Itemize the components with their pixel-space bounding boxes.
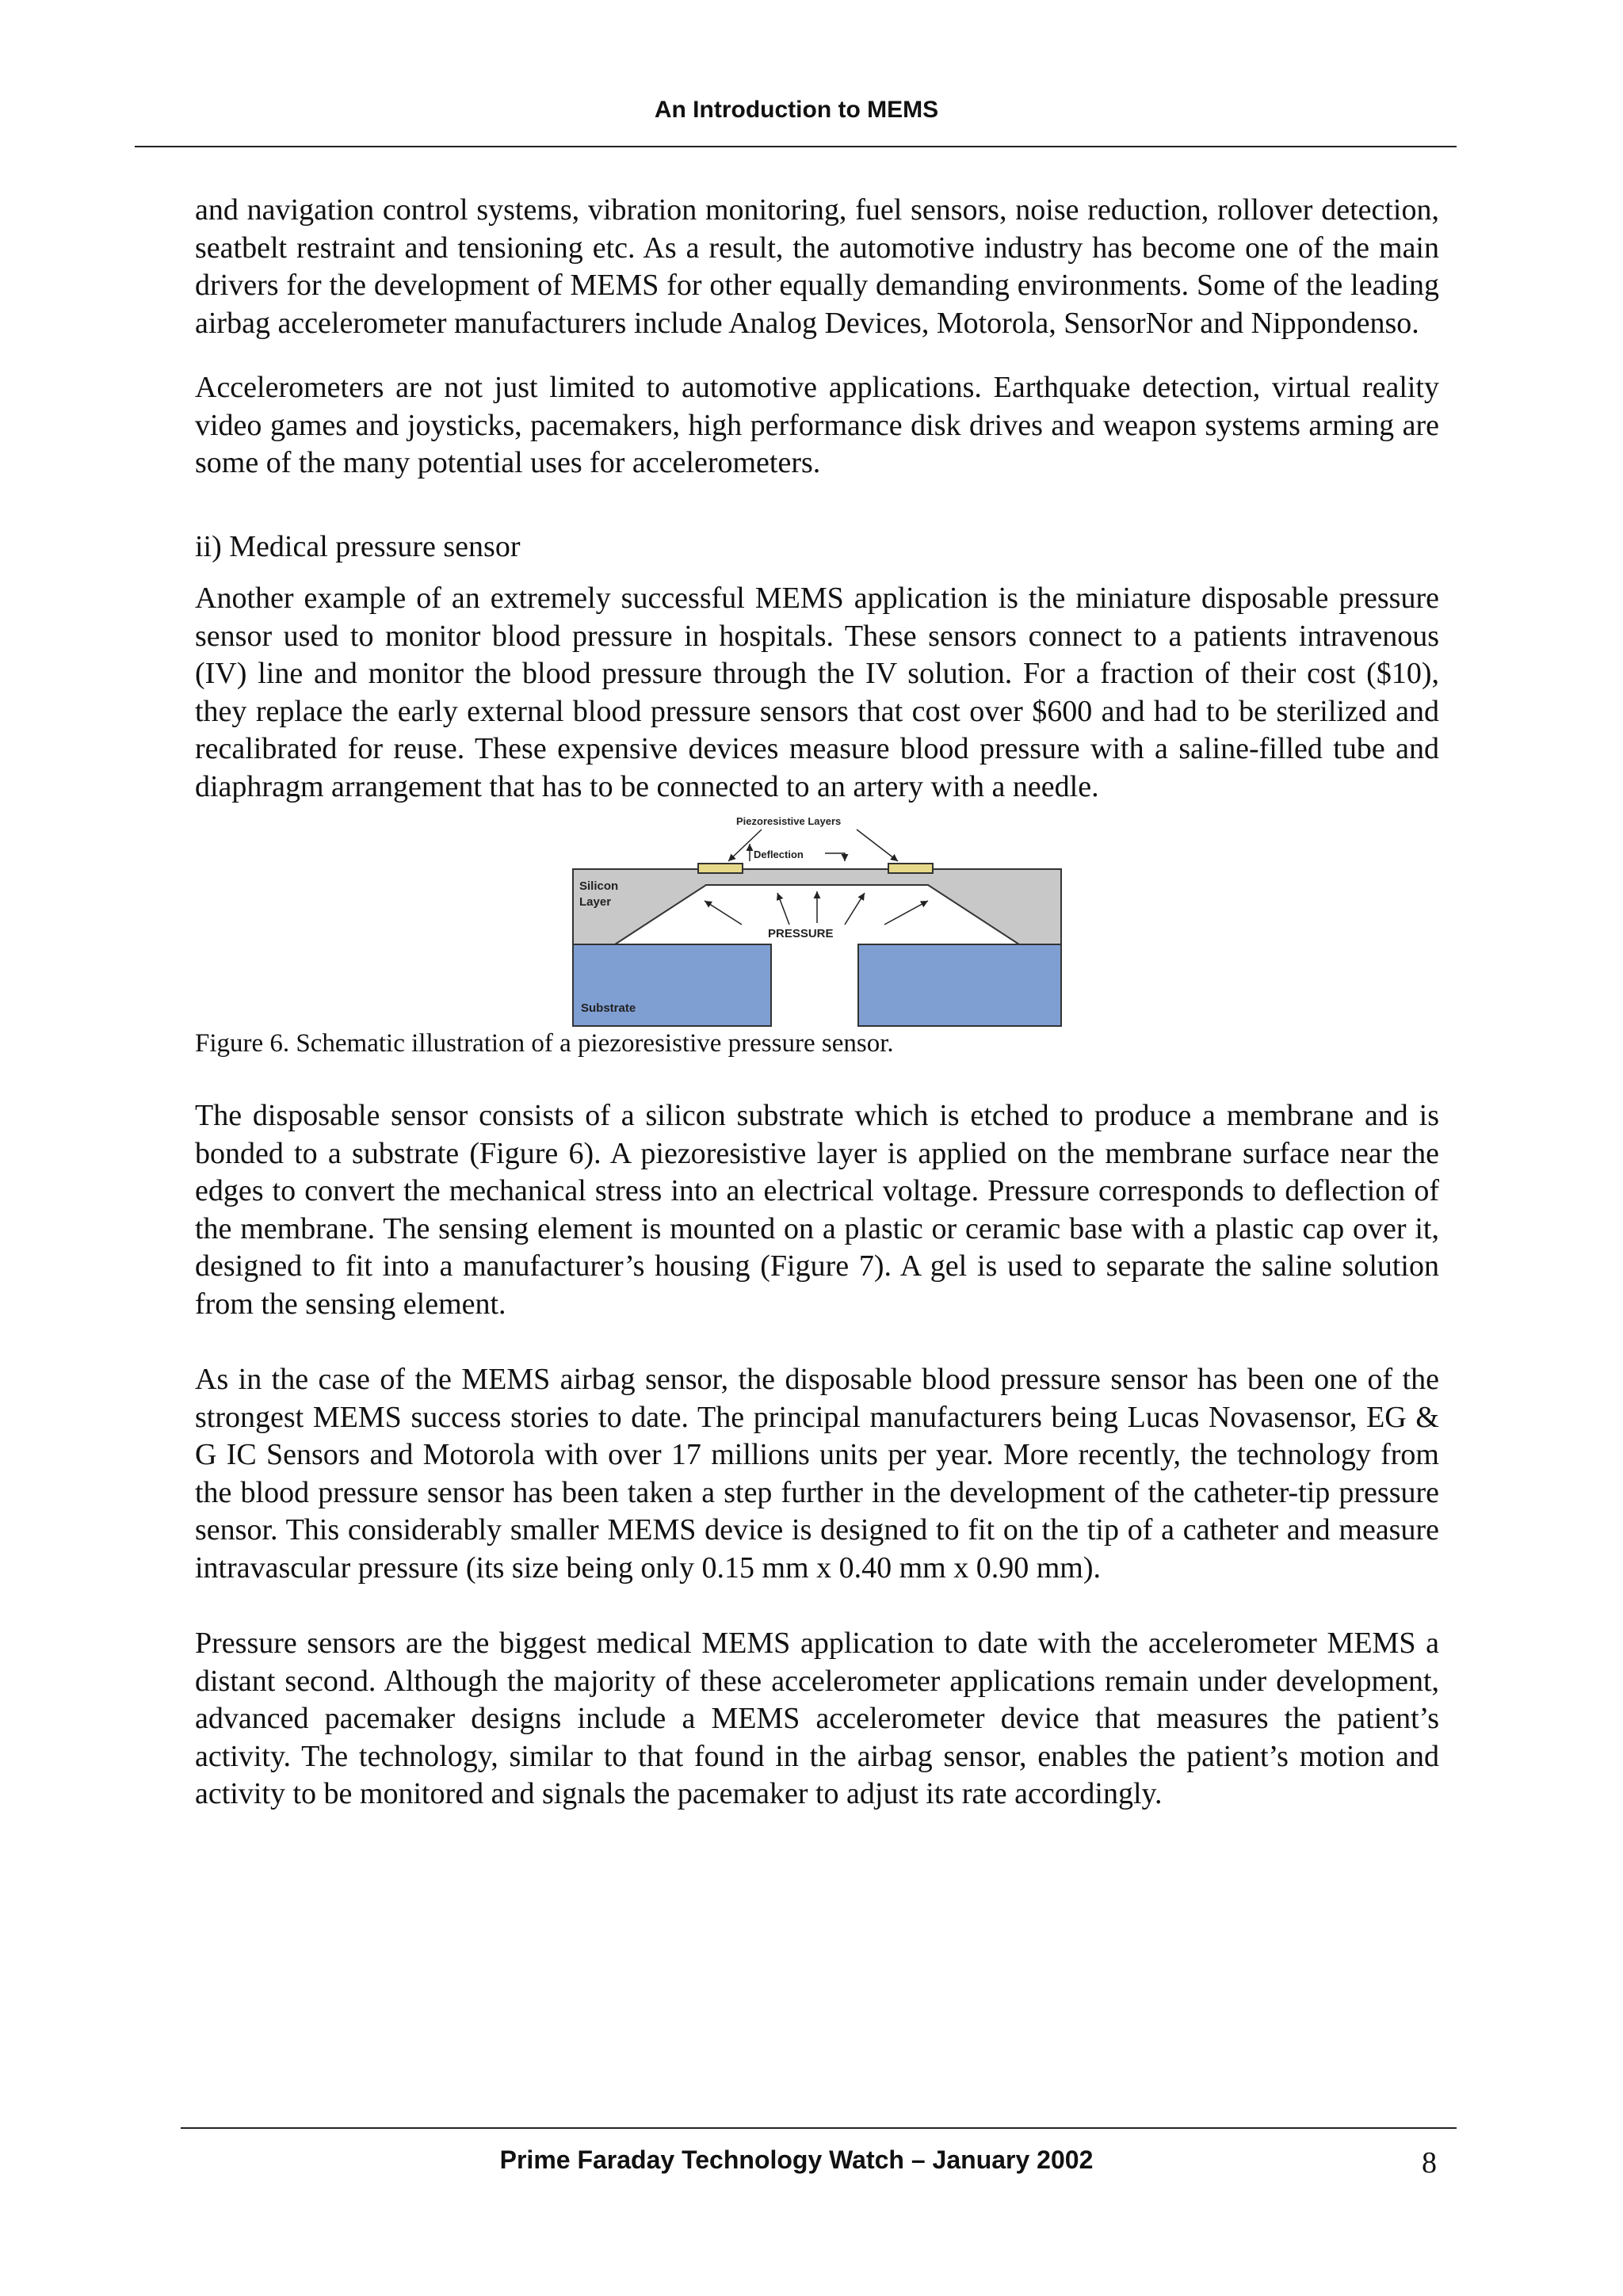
substrate-right	[858, 944, 1061, 1026]
figure-caption: Figure 6. Schematic illustration of a piezoresistive pressure sensor.	[195, 1029, 894, 1058]
header-divider	[135, 146, 1457, 147]
paragraph-6: Pressure sensors are the biggest medical MEMS application to date with the accelerometer MEMS a distant second. Although the majority of these accelerometer applications remain under development, advanced pacemaker designs include a MEMS accelerometer device that measures the patient’s activity. The technology, similar to that found in the airbag sensor, enables the patient’s motion and activity to be monitored and signals the pacemaker to adjust its rate accordingly.	[195, 1627, 1439, 1810]
label-layer: Layer	[579, 895, 612, 909]
figure-6	[571, 814, 1063, 1028]
footer-divider	[181, 2127, 1457, 2129]
page-number: 8	[1422, 2146, 1437, 2180]
paragraph-3: Another example of an extremely successful MEMS application is the miniature disposable pressure sensor used to monitor blood pressure in hospitals. These sensors connect to a patients intravenous (IV) line and monitor the blood pressure through the IV solution. For a fraction of their cost ($10), they replace the early external blood pressure sensors that cost over $600 and had to be sterilized and recalibrated for reuse. These expensive devices measure blood pressure with a saline-filled tube and diaphragm arrangement that has to be connected to an artery with a needle.	[195, 582, 1439, 803]
running-footer: Prime Faraday Technology Watch – January 2002	[499, 2145, 1094, 2174]
piezo-layer-right	[888, 864, 933, 873]
paragraph-2: Accelerometers are not just limited to automotive applications. Earthquake detection, virtual reality video games and joysticks, pacemakers, high performance disk drives and weapon systems arming are some of the many potential uses for accelerometers.	[195, 371, 1439, 479]
paragraph-4: The disposable sensor consists of a silicon substrate which is etched to produce a membrane and is bonded to a substrate (Figure 6). A piezoresistive layer is applied on the membrane surface near the edges to convert the mechanical stress into an electrical voltage. Pressure corresponds to deflection of the membrane. The sensing element is mounted on a plastic or ceramic base with a plastic cap over it, designed to fit into a manufacturer’s housing (Figure 7). A gel is used to separate the saline solution from the sensing element.	[195, 1099, 1439, 1321]
label-piezoresistive-layers: Piezoresistive Layers	[736, 815, 842, 827]
paragraph-1: and navigation control systems, vibration monitoring, fuel sensors, noise reduction, rollover detection, seatbelt restraint and tensioning etc. As a result, the automotive industry has become one of the main drivers for the development of MEMS for other equally demanding environments. Some of the leading airbag accelerometer manufacturers include Analog Devices, Motorola, SensorNor and Nippondenso.	[195, 193, 1439, 340]
piezo-layer-left	[698, 864, 743, 873]
label-deflection: Deflection	[754, 849, 804, 860]
running-header: An Introduction to MEMS	[654, 97, 939, 123]
label-pressure: PRESSURE	[768, 927, 834, 940]
label-substrate: Substrate	[581, 1001, 636, 1015]
body-text	[195, 192, 1439, 1814]
label-silicon: Silicon	[579, 879, 619, 893]
section-heading-medical-pressure-sensor: ii) Medical pressure sensor	[195, 529, 521, 563]
pressure-sensor-diagram	[571, 814, 1063, 1028]
paragraph-5: As in the case of the MEMS airbag sensor, the disposable blood pressure sensor has been one of the strongest MEMS success stories to date. The principal manufacturers being Lucas Novasensor, EG & G IC Sensors and Motorola with over 17 millions units per year. More recently, the technology from the blood pressure sensor has been taken a step further in the development of the catheter-tip pressure sensor. This considerably smaller MEMS device is designed to fit on the tip of a catheter and measure intravascular pressure (its size being only 0.15 mm x 0.40 mm x 0.90 mm).	[195, 1363, 1439, 1585]
